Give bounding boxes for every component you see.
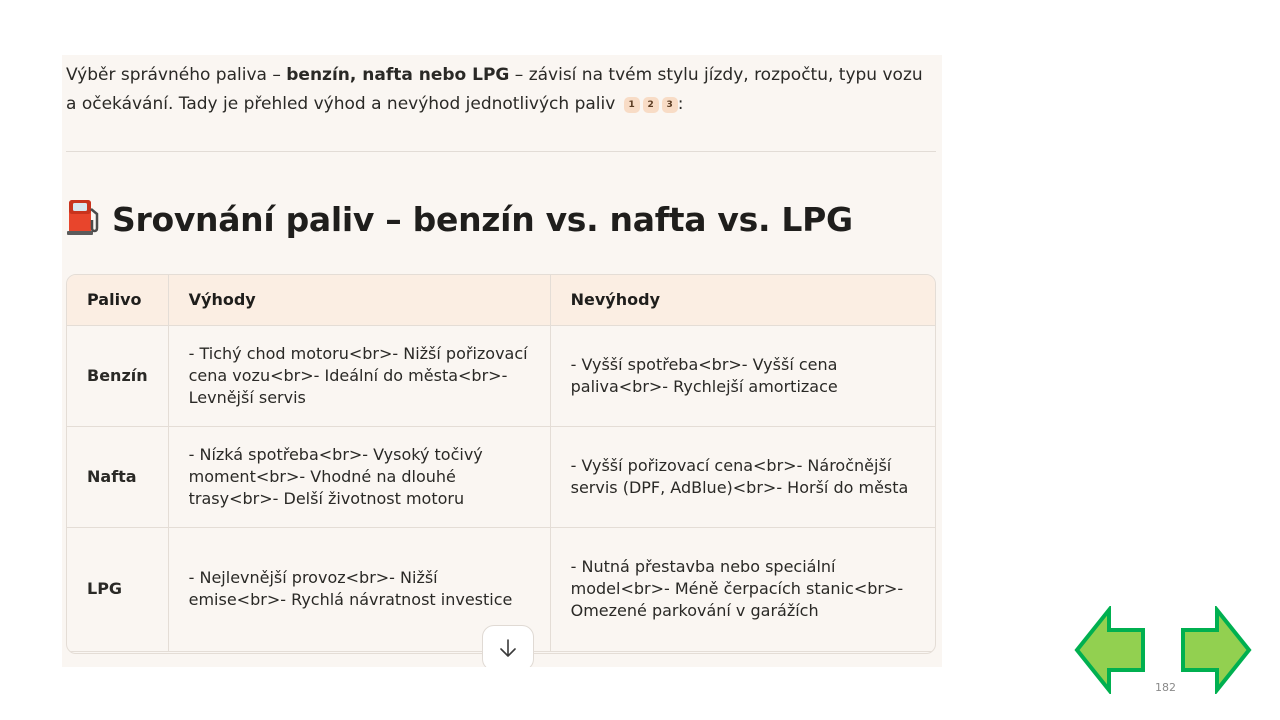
intro-text-start: Výběr správného paliva –: [66, 65, 287, 85]
page-number: 182: [1155, 681, 1176, 694]
citation-1[interactable]: 1: [624, 97, 640, 113]
fuel-cell: Benzín: [67, 325, 168, 426]
cons-cell: - Vyšší spotřeba<br>- Vyšší cena paliva<br>- Rychlejší amortizace: [550, 325, 935, 426]
table-row: [67, 325, 935, 426]
intro-colon: :: [677, 94, 684, 114]
pros-cell: - Nejlevnější provoz<br>- Nižší emise<br>- Rychlá návratnost investice: [168, 527, 550, 651]
comparison-table: [66, 274, 936, 654]
table-row: [67, 426, 935, 527]
arrow-down-icon: [497, 637, 519, 659]
section-heading: [66, 195, 853, 243]
cons-cell: - Vyšší pořizovací cena<br>- Náročnější servis (DPF, AdBlue)<br>- Horší do města: [550, 426, 935, 527]
fuel-cell: Nafta: [67, 426, 168, 527]
scroll-down-button[interactable]: [482, 625, 534, 667]
intro-paragraph: [66, 61, 936, 119]
pros-cell: - Nízká spotřeba<br>- Vysoký točivý moment<br>- Vhodné na dlouhé trasy<br>- Delší životnost motoru: [168, 426, 550, 527]
column-header-fuel: Palivo: [67, 275, 168, 325]
pros-cell: - Tichý chod motoru<br>- Nižší pořizovací cena vozu<br>- Ideální do města<br>- Levnější servis: [168, 325, 550, 426]
column-header-pros: Výhody: [168, 275, 550, 325]
next-slide-button[interactable]: [1180, 606, 1252, 694]
prev-slide-button[interactable]: [1074, 606, 1146, 694]
table-header-row: [67, 275, 935, 325]
intro-text-end: – závisí na tvém stylu jízdy, rozpočtu, typu vozu a očekávání. Tady je přehled výhod a nevýhod jednotlivých paliv: [66, 65, 923, 114]
arrow-left-icon: [1077, 610, 1143, 690]
citation-2[interactable]: 2: [643, 97, 659, 113]
divider: [66, 151, 936, 152]
content-panel: [62, 55, 942, 667]
page-title: Srovnání paliv – benzín vs. nafta vs. LPG: [112, 199, 853, 239]
intro-bold-text: benzín, nafta nebo LPG: [286, 65, 510, 85]
column-header-cons: Nevýhody: [550, 275, 935, 325]
fuel-pump-icon: [66, 197, 102, 241]
arrow-right-icon: [1183, 610, 1249, 690]
fuel-cell: LPG: [67, 527, 168, 651]
cons-cell: - Nutná přestavba nebo speciální model<br>- Méně čerpacích stanic<br>- Omezené parkování v garážích: [550, 527, 935, 651]
citation-3[interactable]: 3: [662, 97, 678, 113]
